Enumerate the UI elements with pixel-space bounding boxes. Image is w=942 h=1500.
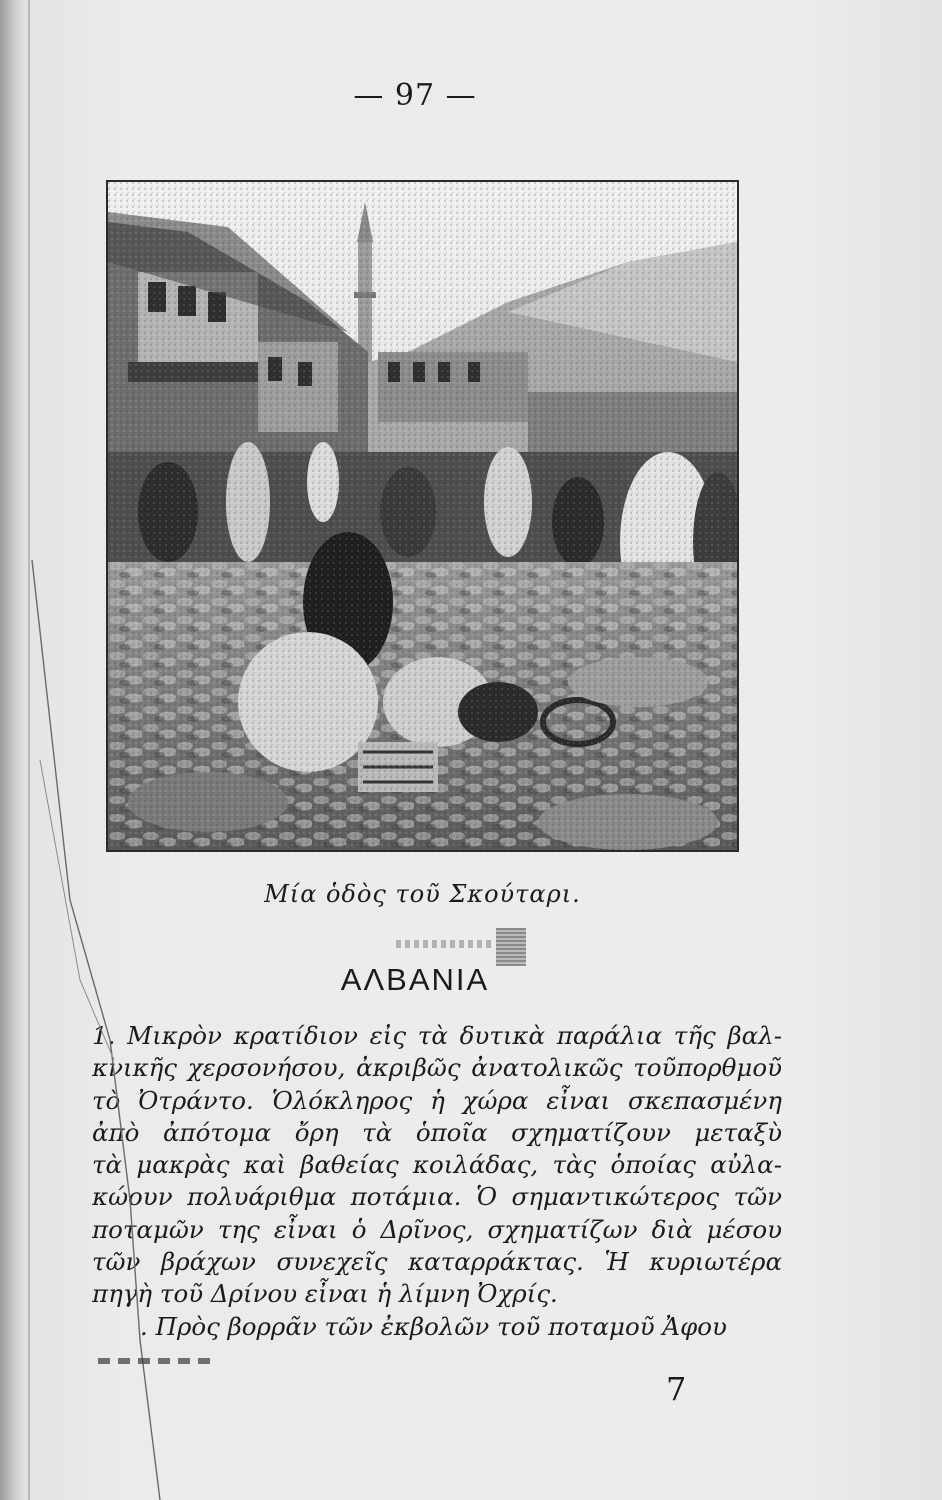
page-number: — 97 — xyxy=(353,78,477,113)
ink-smudge xyxy=(396,940,492,948)
text-line: ἀπὸ ἀπότομα ὄρη τὰ ὁποῖα σχηματίζουν μεταξὺ xyxy=(92,1117,782,1147)
paper-tear-line xyxy=(10,0,170,1500)
text-line: πηγὴ τοῦ Δρίνου εἶναι ἡ λίμνη Ὀχρίς. xyxy=(92,1279,558,1309)
signature-mark: 7 xyxy=(666,1370,687,1408)
text-line: 1. Μικρὸν κρατίδιον εἰς τὰ δυτικὰ παράλια τῆς βαλ- xyxy=(92,1021,782,1050)
figure-caption: Μία ὁδὸς τοῦ Σκούταρι. xyxy=(264,880,581,908)
photo-grain xyxy=(108,182,737,850)
library-stamp xyxy=(496,928,526,966)
section-title: ΑΛΒΑΝΙΑ xyxy=(340,962,490,997)
text-line: ποταμῶν της εἶναι ὁ Δρῖνος, σχηματίζων διὰ μέσου xyxy=(92,1214,782,1244)
street-photograph xyxy=(106,180,739,852)
body-text xyxy=(92,1020,782,1343)
text-line: τὰ μακρὰς καὶ βαθείας κοιλάδας, τὰς ὁποίας αὐλα- xyxy=(92,1150,782,1180)
text-line: τὸ Ὀτράντο. Ὁλόκληρος ἡ χώρα εἶναι σκεπασμένη xyxy=(92,1085,782,1115)
text-line: . Πρὸς βορρᾶν τῶν ἐκβολῶν τοῦ ποταμοῦ Ἀφου xyxy=(140,1311,727,1341)
text-line: τῶν βράχων συνεχεῖς καταρράκτας. Ἡ κυριωτέρα xyxy=(92,1247,782,1277)
text-line: κνικῆς χερσονήσου, ἀκριβῶς ἀνατολικῶς τοῦπορθμοῦ xyxy=(92,1053,782,1083)
text-line: κώουν πολυάριθμα ποτάμια. Ὁ σημαντικώτερος τῶν xyxy=(92,1182,782,1212)
ink-dash-mark xyxy=(98,1358,218,1364)
